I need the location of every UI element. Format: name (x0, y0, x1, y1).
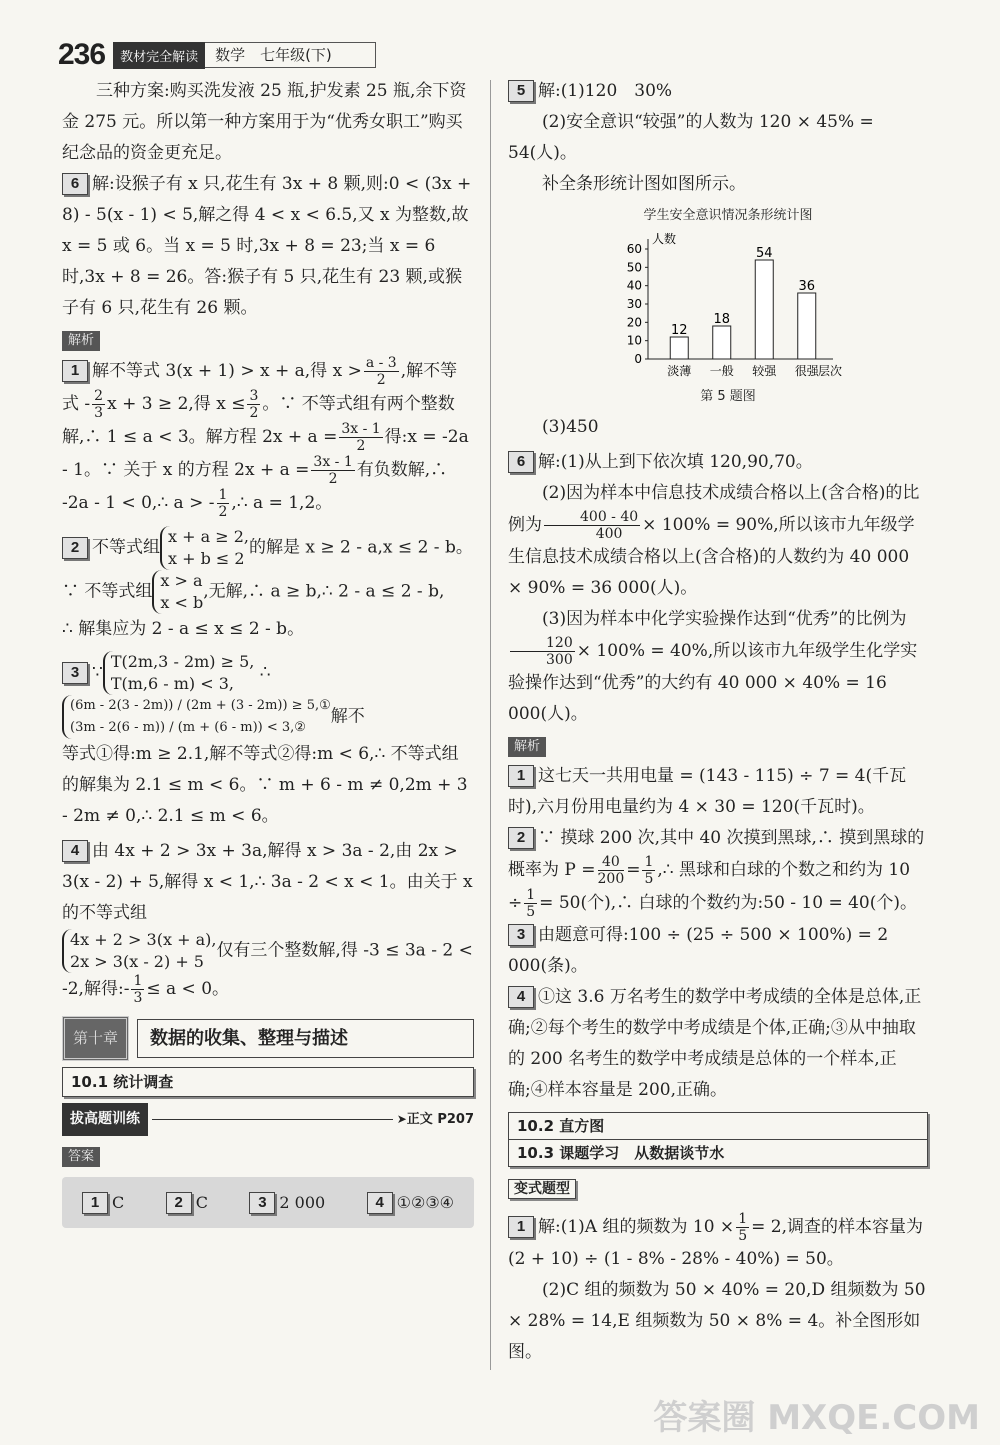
chapter-heading (62, 1016, 474, 1061)
y-tick-label: 20 (626, 315, 642, 330)
bar-value-label: 36 (798, 279, 816, 294)
text: 解:(1)120 30% (538, 81, 673, 101)
fraction (510, 635, 575, 668)
numerator: 3x - 1 (341, 421, 381, 437)
section-title: 10.1 统计调查 (62, 1067, 474, 1097)
subject-label: 数学 七年级(下) (205, 42, 376, 68)
fraction (311, 454, 354, 487)
denominator: 2 (249, 405, 259, 421)
inequality: x + b ≤ 2 (168, 549, 245, 568)
solution-6-right (508, 447, 928, 478)
question-number: 4 (367, 1192, 393, 1214)
analysis-4 (508, 982, 928, 1106)
numerator: 1 (218, 487, 228, 503)
bar (755, 260, 773, 359)
text: (3)因为样本中化学实验操作达到“优秀”的比例为 (542, 609, 907, 629)
inequality-system (103, 651, 255, 695)
numerator: 1 (738, 1211, 748, 1227)
category-label: 很强 (794, 364, 819, 378)
fraction (217, 487, 230, 520)
solution-text: 解:设猴子有 x 只,花生有 3x + 8 颗,则:0 < (3x + 8) - 5(x - 1) < 5,解之得 4 < x < 6.5,又 x 为整数,故 x = 5 或 6。当 x = 5 时,3x + 8 = 23;当 x = 6 时,3x + 8 = 26。答:猴子有 5 只,花生有 23 颗,或猴子有 6 只,花生有 26 颗。 (62, 174, 472, 318)
text: ∴ (259, 662, 271, 683)
bar-value-label: 18 (713, 312, 731, 327)
text: 由题意可得:100 ÷ (25 ÷ 500 × 100%) = 2 000(条)。 (508, 925, 889, 976)
fraction (642, 854, 655, 887)
text: 等式①得:m ≥ 2.1,解不等式②得:m < 6,∴ 不等式组的解集为 2.1 ≤ m < 6。∵ m + 6 - m ≠ 0,2m + 3 - 2m ≠ 0,∴ 2.1 ≤ m < 6。 (62, 744, 468, 826)
page-header (58, 40, 376, 70)
text: 由 4x + 2 > 3x + 3a,解得 x > 3a - 2,由 2x > 3(x - 2) + 5,解得 x < 1,∴ 3a - 2 < x < 1。由关于 x 的不等式组 (62, 841, 473, 923)
text: ∵ (92, 662, 103, 683)
text: x + 3 ≥ 2,得 x ≤ (107, 394, 246, 414)
answer-value: ①②③④ (396, 1193, 454, 1212)
text: ∵ 摸球 200 次,其中 40 次摸到黑球,∴ 摸到黑球的概率为 P = (508, 828, 925, 880)
text: ,∴ 黑球和白球的个数之和约为 10 ÷ (508, 860, 911, 913)
chapter-badge: 第十章 (62, 1016, 129, 1061)
y-tick-label: 30 (626, 297, 642, 311)
arrow-icon: ➤ (396, 1112, 407, 1126)
bar-value-label: 54 (755, 246, 773, 261)
denominator: 2 (356, 438, 366, 454)
inequality: 2x > 3(x - 2) + 5 (70, 952, 204, 971)
book-brand: 教材完全解读 (113, 42, 205, 69)
inequality: (3m - 2(6 - m)) / (m + (6 - m)) < 3,② (70, 720, 306, 735)
answer-item (249, 1187, 325, 1218)
denominator: 5 (644, 871, 654, 887)
x-axis-label: 层次 (818, 364, 843, 378)
fraction (131, 973, 144, 1006)
analysis-tag: 解析 (62, 331, 100, 351)
bar (670, 337, 688, 359)
text: ,解不等式 - (62, 361, 458, 414)
y-tick-label: 10 (626, 333, 642, 348)
text: = 2,调查的样本容量为(2 + 10) ÷ (1 - 8% - 28% - 40%) = 50。 (508, 1217, 923, 1269)
inequality: T(m,6 - m) < 3, (110, 674, 235, 693)
text: 有负数解,∴ -2a - 1 < 0,∴ a > - (62, 460, 448, 513)
question-number: 2 (508, 827, 534, 849)
numerator: 3x - 1 (313, 454, 353, 470)
page-number: 236 (58, 38, 106, 71)
right-column (508, 76, 928, 1368)
question-number: 2 (62, 537, 88, 559)
text: 仅有三个整数解,得 -3 ≤ 3a - 2 < -2,解得:- (62, 940, 473, 999)
numerator: 1 (526, 887, 536, 903)
question-number: 4 (62, 840, 88, 862)
inequality: (6m - 2(3 - 2m)) / (2m + (3 - 2m)) ≥ 5,① (70, 698, 331, 713)
inequality: 4x + 2 > 3(x + a), (70, 930, 217, 949)
text: 解:(1)A 组的频数为 10 × (538, 1217, 735, 1237)
answer-value: C (195, 1193, 208, 1212)
solution-5 (508, 76, 928, 107)
fraction (339, 421, 382, 454)
fraction (524, 887, 537, 920)
denominator: 400 (595, 526, 623, 542)
text: (2)C 组的频数为 50 × 40% = 20,D 组频数为 50 × 28% = 14,E 组频数为 50 × 8% = 4。补全图形如图。 (508, 1280, 926, 1362)
analysis-2 (62, 526, 474, 645)
section-title: 10.2 直方图 (509, 1113, 927, 1140)
text: 这七天一共用电量 = (143 - 115) ÷ 7 = 4(千瓦时),六月份用电量约为 4 × 30 = 120(千瓦时)。 (508, 766, 907, 817)
watermark: 答案圈 MXQE.COM (653, 1398, 980, 1438)
fraction (92, 388, 105, 421)
numerator: 1 (644, 854, 654, 870)
text-paragraph: 三种方案:购买洗发液 25 瓶,护发素 25 瓶,余下资金 275 元。所以第一种方案用于为“优秀女职工”购买纪念品的资金更充足。 (62, 81, 467, 163)
inequality: x < b (160, 593, 204, 612)
numerator: 40 (598, 854, 625, 871)
section-title: 10.3 课题学习 从数据谈节水 (517, 1144, 725, 1162)
solution-6 (62, 169, 474, 324)
category-label: 淡薄 (667, 364, 692, 378)
text (508, 604, 928, 730)
inequality-system (160, 526, 249, 570)
text: ,∴ a = 1,2。 (231, 493, 333, 513)
denominator: 2 (376, 372, 386, 388)
question-number: 6 (508, 451, 534, 473)
text: (3)450 (542, 417, 599, 437)
text: = 50(个),∴ 白球的个数约为:50 - 10 = 40(个)。 (539, 893, 918, 913)
inequality-system (62, 929, 216, 973)
page-reference: 正文 P207 (406, 1112, 474, 1127)
text: 补全条形统计图如图所示。 (542, 174, 746, 194)
text: = (626, 860, 641, 880)
analysis-tag: 解析 (508, 737, 546, 757)
text: 得:x = -2a - 1。∵ 关于 x 的方程 2x + a = (62, 427, 469, 480)
text: (2)安全意识“较强”的人数为 120 × 45% = 54(人)。 (508, 112, 874, 163)
numerator: 400 - 40 (544, 509, 640, 526)
arrow-line (152, 1119, 393, 1120)
text: 。∵ 不等式组有两个整数解,∴ 1 ≤ a < 3。解方程 2x + a = (62, 394, 455, 447)
denominator: 300 (546, 652, 573, 668)
question-number: 3 (249, 1192, 275, 1214)
inequality-system (152, 570, 203, 614)
training-label: 拔高题训练 (62, 1103, 148, 1136)
inequality: x > a (160, 571, 203, 590)
numerator: a - 3 (365, 355, 397, 371)
bar-chart (608, 200, 928, 412)
question-number: 3 (508, 924, 534, 946)
numerator: 120 (510, 635, 575, 652)
fraction (736, 1211, 749, 1244)
bar-value-label: 12 (670, 323, 688, 338)
analysis-1 (62, 355, 474, 520)
analysis-3 (62, 651, 474, 832)
text: 的解是 x ≥ 2 - a,x ≤ 2 - b。 (248, 537, 473, 558)
text: 解不等式 3(x + 1) > x + a,得 x > (92, 361, 362, 381)
denominator: 3 (133, 990, 143, 1006)
question-number: 4 (508, 986, 534, 1008)
chart-svg (608, 231, 848, 381)
training-bar (62, 1103, 474, 1136)
fraction (247, 388, 260, 421)
bar (713, 326, 731, 359)
left-column (62, 76, 474, 1228)
question-number: 1 (508, 1216, 534, 1238)
question-number: 1 (82, 1192, 108, 1214)
question-number: 1 (508, 765, 534, 787)
answer-item (166, 1187, 208, 1218)
question-number: 3 (62, 662, 88, 684)
analysis-2 (508, 823, 928, 920)
section-title-stack (508, 1112, 928, 1167)
answer-tag: 答案 (62, 1147, 100, 1167)
inequality: T(2m,3 - 2m) ≥ 5, (110, 652, 255, 671)
chapter-title: 数据的收集、整理与描述 (137, 1019, 474, 1058)
y-tick-label: 0 (634, 352, 642, 366)
numerator: 1 (133, 973, 143, 989)
text: ①这 3.6 万名考生的数学中考成绩的全体是总体,正确;②每个考生的数学中考成绩是个体,正确;③从中抽取的 200 名考生的数学中考成绩是总体的一个样本,正确;④样本容量是 200,正确。 (508, 987, 922, 1100)
text: (2)因为样本中信息技术成绩合格以上(含合格)的比例为 (508, 483, 920, 535)
y-tick-label: 40 (626, 278, 642, 293)
inequality: x + a ≥ 2, (168, 527, 249, 546)
text: × 100% = 90%,所以该市九年级学生信息技术成绩合格以上(含合格)的人数约为 40 000 × 90% = 36 000(人)。 (508, 515, 915, 598)
fraction (598, 854, 625, 887)
text: × 100% = 40%,所以该市九年级学生化学实验操作达到“优秀”的大约有 40 000 × 40% = 16 000(人)。 (508, 641, 918, 724)
bar (798, 293, 816, 359)
column-divider (490, 80, 491, 1370)
answer-item (367, 1187, 454, 1218)
analysis-4 (62, 836, 474, 1006)
analysis-3 (508, 920, 928, 982)
y-tick-label: 60 (626, 242, 642, 256)
numerator: 2 (94, 388, 104, 404)
fraction (544, 509, 640, 542)
category-label: 一般 (709, 364, 734, 378)
answer-item (82, 1187, 124, 1218)
fraction (364, 355, 399, 388)
question-number: 2 (166, 1192, 192, 1214)
answer-value: 2 000 (279, 1193, 326, 1212)
inequality-system (62, 695, 331, 739)
text: 解:(1)从上到下依次填 120,90,70。 (538, 452, 813, 472)
numerator: 3 (249, 388, 259, 404)
text (508, 478, 928, 604)
denominator: 2 (218, 504, 228, 520)
chart-title: 学生安全意识情况条形统计图 (643, 208, 813, 223)
variant-1 (508, 1211, 928, 1275)
text: ,无解,∴ a ≥ b,∴ 2 - a ≤ 2 - b, (203, 581, 445, 602)
question-number: 5 (508, 80, 534, 102)
analysis-1 (508, 761, 928, 823)
question-number: 6 (62, 173, 88, 195)
variant-label: 变式题型 (508, 1179, 576, 1199)
text: ∵ 不等式组 (62, 581, 153, 602)
denominator: 2 (328, 471, 338, 487)
y-axis-label: 人数 (652, 232, 677, 246)
question-number: 1 (62, 360, 88, 382)
y-tick-label: 50 (626, 260, 642, 275)
text: 解不 (330, 706, 365, 727)
denominator: 5 (738, 1228, 748, 1244)
denominator: 3 (94, 405, 104, 421)
answer-box (62, 1177, 474, 1228)
text: ∴ 解集应为 2 - a ≤ x ≤ 2 - b。 (62, 619, 305, 639)
denominator: 200 (597, 871, 625, 887)
text: ≤ a < 0。 (146, 979, 230, 999)
text: 不等式组 (92, 537, 160, 558)
category-label: 较强 (752, 364, 777, 378)
answer-value: C (112, 1193, 125, 1212)
chart-caption: 第 5 题图 (700, 389, 756, 404)
denominator: 5 (526, 904, 536, 920)
